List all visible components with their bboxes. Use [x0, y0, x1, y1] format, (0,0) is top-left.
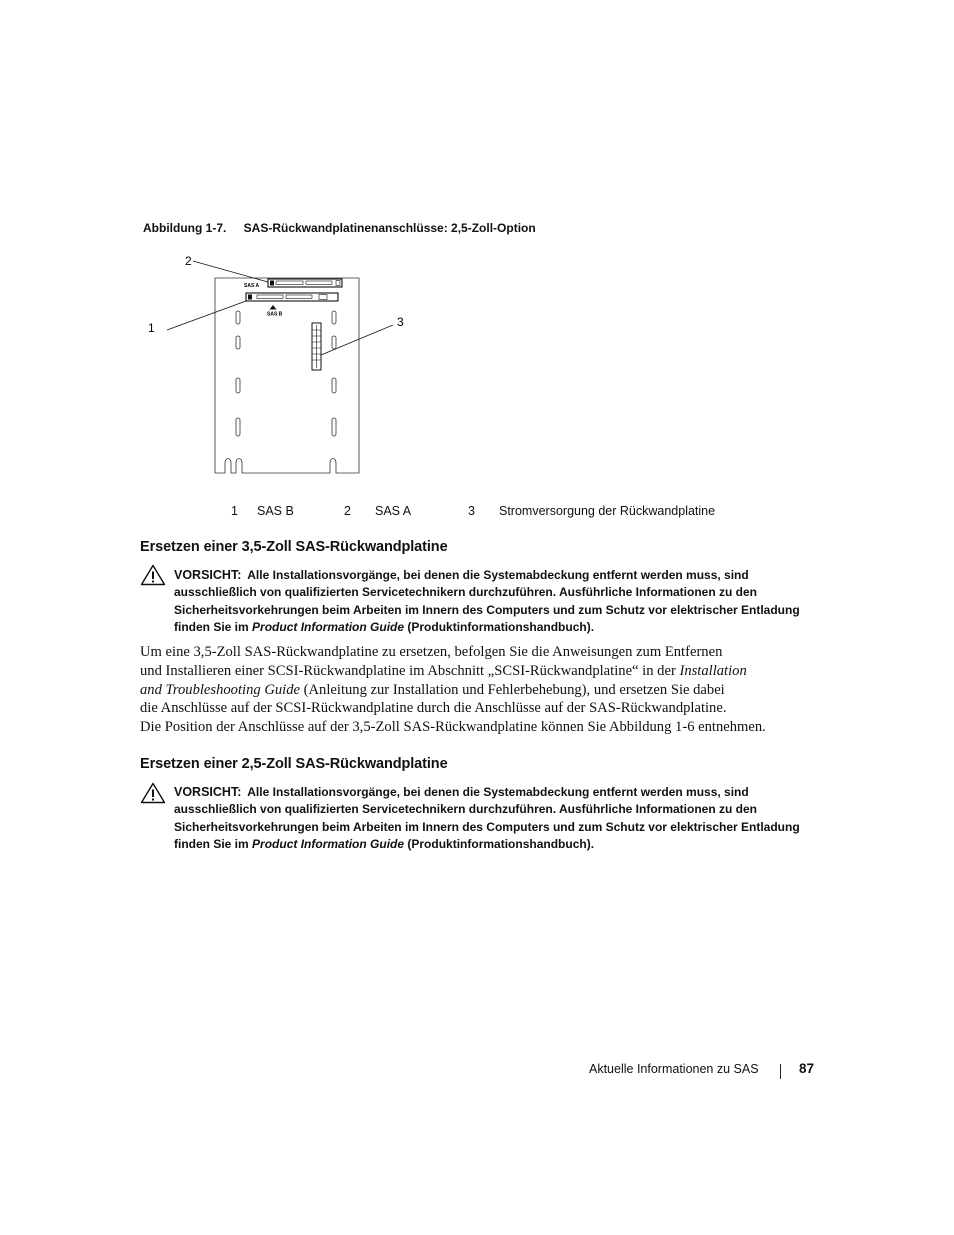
legend-number: 2	[344, 504, 351, 518]
callout-number-2: 2	[185, 254, 192, 268]
caution-notice	[174, 567, 814, 636]
caution-label: VORSICHT:	[174, 785, 242, 799]
caution-line: Sicherheitsvorkehrungen beim Arbeiten im Innern des Computers und zum Schutz vor elektrischer Entladung	[174, 602, 800, 617]
caution-line: Alle Installationsvorgänge, bei denen die Systemabdeckung entfernt werden muss, sind	[247, 568, 749, 582]
backplane-board-outline	[215, 278, 359, 473]
caution-guide-title: Product Information Guide	[252, 836, 405, 851]
body-line: Die Position der Anschlüsse auf der 3,5-Zoll SAS-Rückwandplatine können Sie Abbildung 1-6 entnehmen.	[140, 719, 766, 736]
caution-line: Alle Installationsvorgänge, bei denen die Systemabdeckung entfernt werden muss, sind	[247, 785, 749, 799]
figure-caption-number: Abbildung 1-7.	[143, 221, 227, 235]
sas-a-connector	[268, 279, 342, 287]
section-heading-2-5-zoll: Ersetzen einer 2,5-Zoll SAS-Rückwandplatine	[140, 756, 448, 772]
caution-line: ausschließlich von qualifizierten Servicetechnikern durchzuführen. Ausführliche Informationen zu den	[174, 802, 757, 817]
caution-line: Sicherheitsvorkehrungen beim Arbeiten im Innern des Computers und zum Schutz vor elektrischer Entladung	[174, 819, 800, 834]
caution-line: (Produktinformationshandbuch).	[407, 836, 595, 851]
power-connector	[312, 323, 321, 370]
board-label-sas-b: SAS B	[267, 311, 283, 318]
figure-caption-title: SAS-Rückwandplatinenanschlüsse: 2,5-Zoll-Option	[243, 221, 536, 235]
figure-caption	[143, 221, 536, 235]
legend-label: Stromversorgung der Rückwandplatine	[499, 504, 716, 518]
guide-title: Installation	[679, 662, 747, 679]
page-number: 87	[799, 1061, 815, 1076]
body-line: die Anschlüsse auf der SCSI-Rückwandplatine durch die Anschlüsse auf der SAS-Rückwandplatine.	[140, 700, 727, 717]
body-line: (Anleitung zur Installation und Fehlerbehebung), und ersetzen Sie dabei	[303, 681, 725, 698]
board-label-sas-a: SAS A	[244, 283, 260, 289]
guide-title: and Troubleshooting Guide	[140, 681, 300, 698]
legend-number: 1	[231, 504, 238, 518]
caution-line: ausschließlich von qualifizierten Servicetechnikern durchzuführen. Ausführliche Informationen zu den	[174, 585, 757, 600]
legend-label: SAS A	[375, 504, 412, 518]
footer-chapter-title: Aktuelle Informationen zu SAS	[589, 1062, 759, 1076]
caution-guide-title: Product Information Guide	[252, 619, 405, 634]
triangle-marker-icon	[270, 305, 277, 310]
caution-triangle-icon	[140, 782, 166, 804]
body-line: und Installieren einer SCSI-Rückwandplatine im Abschnitt „SCSI-Rückwandplatine“ in der	[140, 662, 676, 679]
callout-line-2	[193, 261, 268, 282]
callout-number-1: 1	[148, 321, 155, 335]
callout-line-1	[167, 301, 246, 330]
legend-number: 3	[468, 504, 475, 518]
section-heading-3-5-zoll: Ersetzen einer 3,5-Zoll SAS-Rückwandplatine	[140, 539, 448, 555]
caution-triangle-icon	[140, 564, 166, 586]
caution-line: finden Sie im	[174, 836, 249, 851]
caution-line: (Produktinformationshandbuch).	[407, 619, 595, 634]
caution-line: finden Sie im	[174, 619, 249, 634]
legend-label: SAS B	[257, 504, 294, 518]
caution-notice	[174, 784, 814, 853]
body-paragraph	[140, 643, 830, 737]
footer-divider	[780, 1064, 781, 1079]
callout-number-3: 3	[397, 315, 404, 329]
backplane-diagram	[140, 250, 420, 480]
caution-label: VORSICHT:	[174, 568, 242, 582]
body-line: Um eine 3,5-Zoll SAS-Rückwandplatine zu ersetzen, befolgen Sie die Anweisungen zum Entfernen	[140, 644, 723, 660]
sas-b-connector	[246, 293, 338, 301]
